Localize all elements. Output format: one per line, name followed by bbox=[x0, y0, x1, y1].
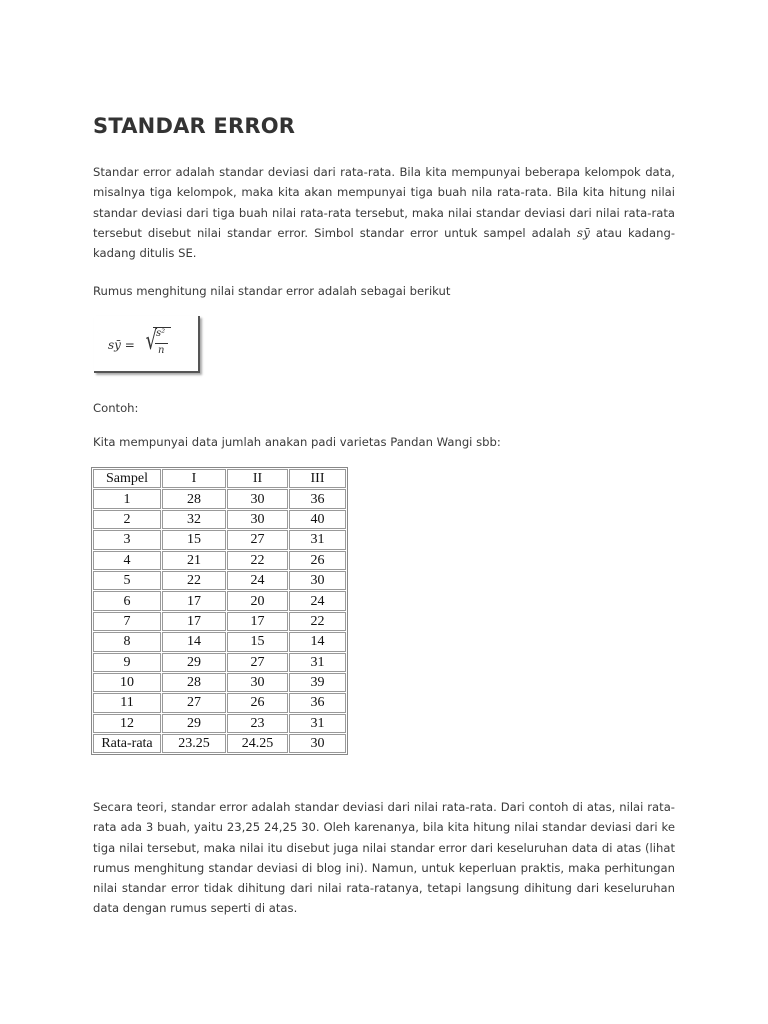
table-cell: 9 bbox=[93, 653, 161, 672]
header-cell: II bbox=[227, 469, 288, 488]
table-cell: 14 bbox=[289, 632, 346, 651]
header-cell: Sampel bbox=[93, 469, 161, 488]
table-cell: Rata-rata bbox=[93, 734, 161, 753]
table-cell: 11 bbox=[93, 693, 161, 712]
table-row bbox=[93, 510, 346, 529]
table-cell: 14 bbox=[162, 632, 226, 651]
table-cell: 29 bbox=[162, 653, 226, 672]
table-row bbox=[93, 673, 346, 692]
table-cell: 6 bbox=[93, 591, 161, 610]
table-cell: 22 bbox=[162, 571, 226, 590]
table-cell: 27 bbox=[227, 530, 288, 549]
data-table bbox=[91, 467, 348, 755]
table-cell: 23 bbox=[227, 714, 288, 733]
table-cell: 10 bbox=[93, 673, 161, 692]
table-cell: 8 bbox=[93, 632, 161, 651]
table-cell: 2 bbox=[93, 510, 161, 529]
table-row bbox=[93, 612, 346, 631]
table-row bbox=[93, 632, 346, 651]
table-cell: 28 bbox=[162, 673, 226, 692]
table-cell: 36 bbox=[289, 693, 346, 712]
symbol-standard-error: sȳ bbox=[576, 225, 590, 240]
definition-text: Standar error adalah standar deviasi dari rata-rata. Bila kita mempunyai beberapa kelompok data, misalnya tiga kelompok, maka kita akan mempunyai tiga buah nila rata-rata. Bila kita hitung nilai standar deviasi dari tiga buah nilai rata-rata tersebut, maka nilai standar deviasi dari nilai rata-rata tersebut disebut nilai standar error. Simbol standar error untuk sampel adalah bbox=[93, 165, 675, 240]
definition-text-end: atau kadang-kadang ditulis SE. bbox=[93, 225, 676, 261]
table-cell: 17 bbox=[162, 612, 226, 631]
table-cell: 30 bbox=[227, 489, 288, 508]
table-cell: 4 bbox=[93, 551, 161, 570]
sqrt-icon: √ bbox=[145, 326, 158, 356]
table-cell: 3 bbox=[93, 530, 161, 549]
table-row bbox=[93, 653, 346, 672]
table-header-row bbox=[93, 469, 346, 488]
formula-lhs: sȳ = bbox=[108, 338, 135, 352]
table-cell: 40 bbox=[289, 510, 346, 529]
table-row bbox=[93, 489, 346, 508]
table-cell: 30 bbox=[289, 571, 346, 590]
table-row bbox=[93, 571, 346, 590]
paragraph-explanation: Secara teori, standar error adalah standar deviasi dari nilai rata-rata. Dari contoh di atas, nilai rata-rata ada 3 buah, yaitu 23,25 24,25 30. Oleh karenanya, bila kita hitung nilai standar deviasi dari ke tiga nilai tersebut, maka nilai itu disebut juga nilai standar error dari keseluruhan data di atas (lihat rumus menghitung standar deviasi di blog ini). Namun, untuk keperluan praktis, maka perhitungan nilai standar error tidak dihitung dari nilai rata-ratanya, tetapi langsung dihitung dari keseluruhan data dengan rumus seperti di atas. bbox=[93, 800, 675, 916]
table-cell: 30 bbox=[227, 673, 288, 692]
table-cell: 1 bbox=[93, 489, 161, 508]
table-cell: 17 bbox=[162, 591, 226, 610]
table-cell: 36 bbox=[289, 489, 346, 508]
table-cell: 15 bbox=[227, 632, 288, 651]
table-cell: 24.25 bbox=[227, 734, 288, 753]
header-cell: I bbox=[162, 469, 226, 488]
page-title: STANDAR ERROR bbox=[93, 114, 296, 138]
table-cell: 17 bbox=[227, 612, 288, 631]
paragraph-formula-intro: Rumus menghitung nilai standar error adalah sebagai berikut bbox=[93, 284, 451, 298]
table-cell: 23.25 bbox=[162, 734, 226, 753]
paragraph-definition bbox=[93, 162, 675, 263]
table-cell: 31 bbox=[289, 653, 346, 672]
table-cell: 5 bbox=[93, 571, 161, 590]
table-cell: 26 bbox=[289, 551, 346, 570]
table-row bbox=[93, 551, 346, 570]
table-cell: 26 bbox=[227, 693, 288, 712]
table-cell: 30 bbox=[227, 510, 288, 529]
table-row bbox=[93, 693, 346, 712]
table-cell: 39 bbox=[289, 673, 346, 692]
table-cell: 22 bbox=[289, 612, 346, 631]
table-cell: 24 bbox=[227, 571, 288, 590]
table-cell: 27 bbox=[162, 693, 226, 712]
formula-image bbox=[94, 316, 200, 373]
table-cell: 30 bbox=[289, 734, 346, 753]
table-cell: 31 bbox=[289, 530, 346, 549]
paragraph-data-intro: Kita mempunyai data jumlah anakan padi varietas Pandan Wangi sbb: bbox=[93, 435, 501, 449]
table-cell: 28 bbox=[162, 489, 226, 508]
table-cell: 24 bbox=[289, 591, 346, 610]
table-row bbox=[93, 734, 346, 753]
formula-denominator: n bbox=[158, 345, 165, 356]
table-cell: 12 bbox=[93, 714, 161, 733]
paragraph-example-label: Contoh: bbox=[93, 401, 139, 415]
table-row bbox=[93, 530, 346, 549]
table-cell: 21 bbox=[162, 551, 226, 570]
formula-numerator: s² bbox=[156, 328, 166, 339]
table-cell: 7 bbox=[93, 612, 161, 631]
table-cell: 29 bbox=[162, 714, 226, 733]
header-cell: III bbox=[289, 469, 346, 488]
table-row bbox=[93, 591, 346, 610]
table-cell: 15 bbox=[162, 530, 226, 549]
table-cell: 22 bbox=[227, 551, 288, 570]
table-cell: 32 bbox=[162, 510, 226, 529]
table-row bbox=[93, 714, 346, 733]
table-cell: 20 bbox=[227, 591, 288, 610]
table-cell: 31 bbox=[289, 714, 346, 733]
table-cell: 27 bbox=[227, 653, 288, 672]
